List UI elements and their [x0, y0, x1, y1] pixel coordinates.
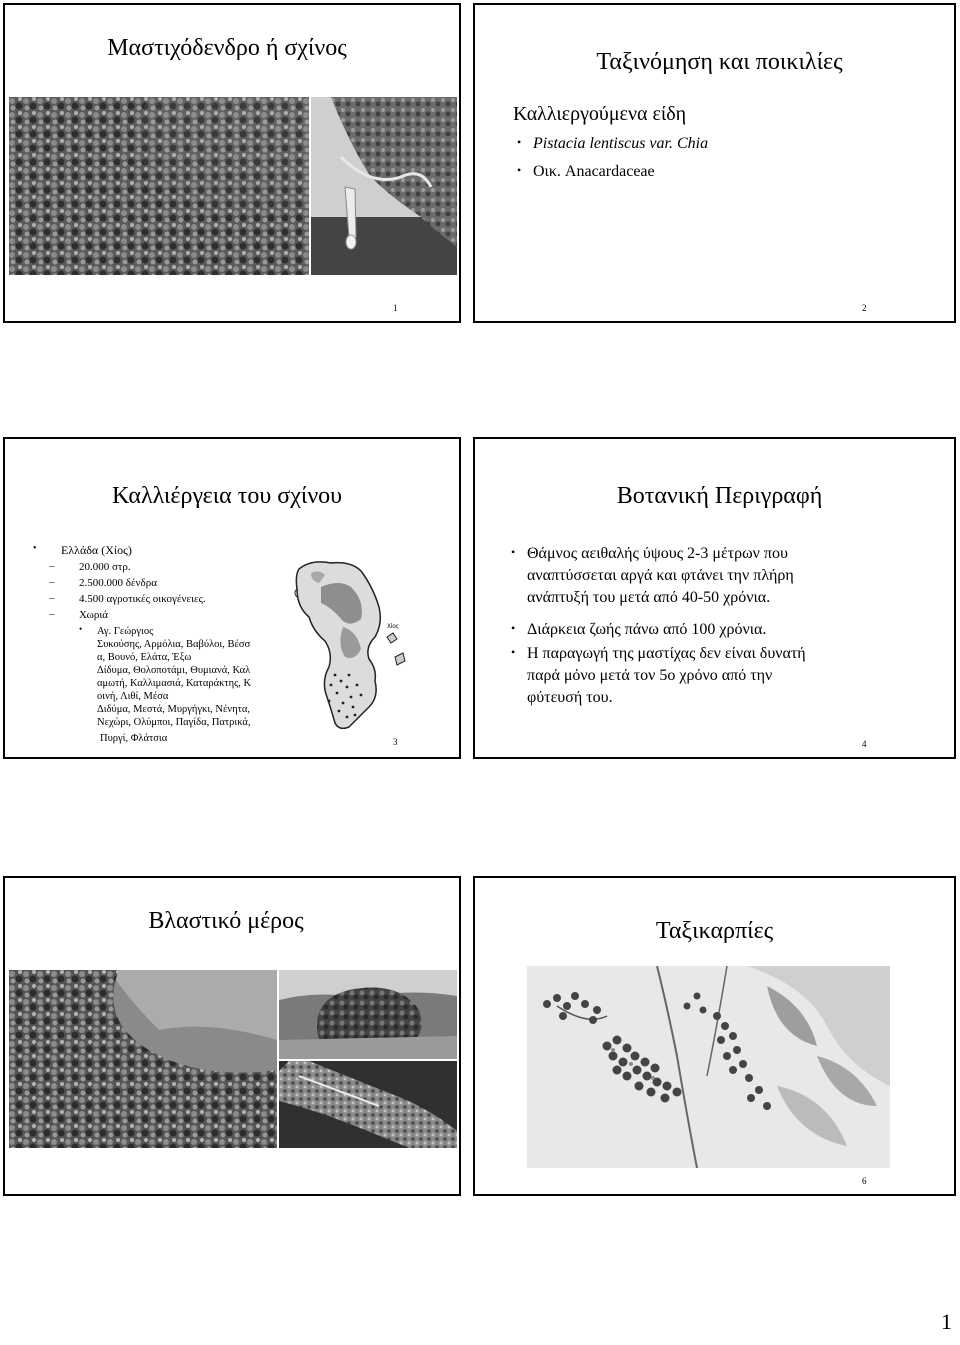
- resin-drop-photo: [311, 97, 457, 275]
- bullet-line: ανάπτυξή του μετά από 40-50 χρόνια.: [527, 589, 771, 606]
- bullet-icon: •: [511, 621, 516, 635]
- sub-bullet-text: 20.000 στρ.: [79, 561, 131, 573]
- slide-4: [473, 437, 956, 759]
- bark-resin-photo: [279, 1061, 457, 1148]
- slide-1: [3, 3, 461, 323]
- village-line: οινή, Λιθί, Μέσα: [97, 691, 169, 702]
- slide-number: 1: [393, 303, 398, 313]
- mastic-tree-photo: [9, 970, 277, 1148]
- dash-icon: –: [49, 592, 55, 604]
- bullet-text: Οικ. Anacardaceae: [533, 163, 655, 180]
- village-line: Αγ. Γεώργιος: [97, 626, 154, 637]
- bullet-line: παρά μόνο μετά τον 5ο χρόνο από την: [527, 667, 773, 684]
- slide-title: Ταξικαρπίες: [655, 918, 774, 944]
- slide-title: Ταξινόμηση και ποικιλίες: [596, 49, 843, 75]
- sub-bullet-text: 4.500 αγροτικές οικογένειες.: [79, 593, 206, 605]
- bullet-line: Η παραγωγή της μαστίχας δεν είναι δυνατή: [527, 645, 806, 662]
- map-label: Χίος: [387, 624, 399, 630]
- sub-bullet-text: 2.500.000 δένδρα: [79, 577, 157, 589]
- slide-number: 2: [862, 303, 867, 313]
- village-line: α, Βουνό, Ελάτα, Έξω: [97, 652, 192, 663]
- page-number: 1: [941, 1309, 952, 1334]
- bullet-text: Pistacia lentiscus var. Chia: [533, 135, 709, 152]
- dash-icon: –: [49, 560, 55, 572]
- bullet-icon: •: [511, 645, 516, 659]
- chios-map: [291, 557, 413, 735]
- slide-6: [473, 876, 956, 1196]
- slide-number: 6: [862, 1176, 867, 1186]
- slide-2: [473, 3, 956, 323]
- slide-title: Καλλιέργεια του σχίνου: [111, 483, 343, 509]
- bullet-line: Θάμνος αειθαλής ύψους 2-3 μέτρων που: [527, 545, 788, 562]
- slide-heading: Καλλιεργούμενα είδη: [513, 103, 687, 125]
- village-line: Δίδυμα, Θολοποτάμι, Θυμιανά, Καλ: [97, 665, 251, 676]
- village-line: Πυργί, Φλάτσια: [100, 733, 168, 744]
- bullet-icon: •: [79, 624, 83, 634]
- slide-5: [3, 876, 461, 1196]
- bullet-line: Διάρκεια ζωής πάνω από 100 χρόνια.: [527, 621, 767, 638]
- bullet-icon: •: [517, 163, 522, 177]
- slide-title: Βοτανική Περιγραφή: [616, 483, 823, 509]
- bullet-line: αναπτύσσεται αργά και φτάνει την πλήρη: [527, 567, 794, 584]
- village-line: Συκούσης, Αρμόλια, Βαβύλοι, Βέσσ: [97, 639, 251, 650]
- bullet-icon: •: [33, 543, 37, 554]
- mastic-tree-photo: [9, 97, 309, 275]
- village-line: Διδύμα, Μεστά, Μυργήγκι, Νένητα,: [97, 704, 250, 715]
- slide-title: Μαστιχόδενδρο ή σχίνος: [107, 35, 347, 61]
- village-line: αμωτή, Καλλιμασιά, Καταράκτης, Κ: [97, 678, 252, 689]
- slide-number: 4: [862, 739, 867, 749]
- shrub-landscape-photo: [279, 970, 457, 1059]
- bullet-icon: •: [517, 135, 522, 149]
- slide-title: Βλαστικό μέρος: [148, 908, 304, 934]
- slide-3: [3, 437, 461, 759]
- dash-icon: –: [49, 576, 55, 588]
- sub-bullet-text: Χωριά: [79, 609, 109, 621]
- dash-icon: –: [49, 608, 55, 620]
- bullet-line: φύτευσή του.: [527, 689, 613, 706]
- bullet-icon: •: [511, 545, 516, 559]
- slide-number: 3: [393, 737, 398, 747]
- mastic-berries-photo: [527, 966, 890, 1168]
- village-line: Νεχώρι, Ολύμποι, Παγίδα, Πατρικά,: [97, 717, 251, 728]
- bullet-text: Ελλάδα (Χίος): [61, 543, 132, 557]
